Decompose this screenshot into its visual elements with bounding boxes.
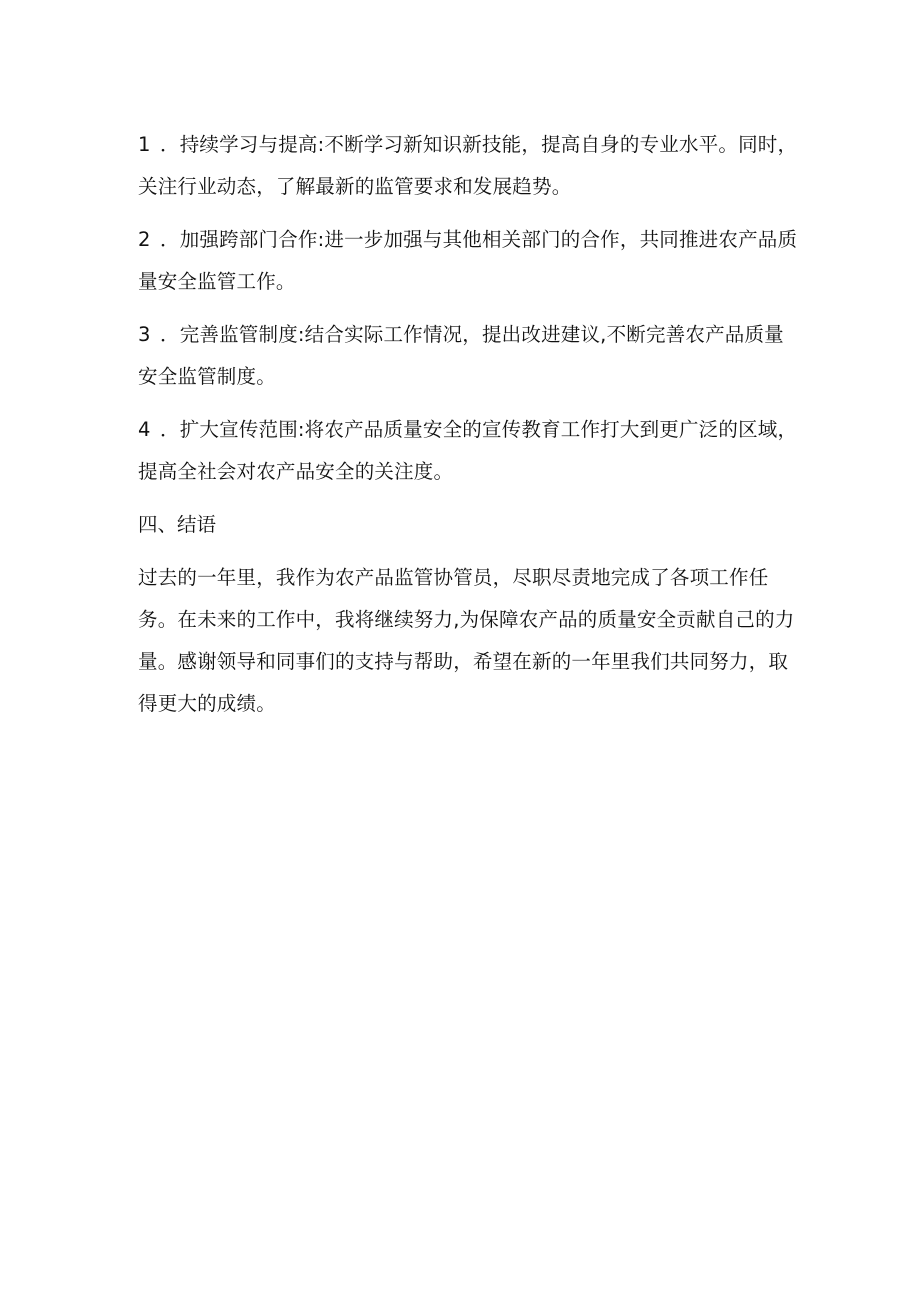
list-item-text: ．完善监管制度:结合实际工作情况，提出改进建议,不断完善农产品质量安全监管制度。: [138, 323, 784, 388]
list-item-number: 3: [138, 323, 151, 346]
list-item-text: ．扩大宣传范围:将农产品质量安全的宣传教育工作打大到更广泛的区域，提高全社会对农产品安全的关注度。: [138, 418, 798, 483]
conclusion-paragraph: 过去的一年里，我作为农产品监管协管员，尽职尽责地完成了各项工作任务。在未来的工作中，我将继续努力,为保障农产品的质量安全贡献自己的力量。感谢领导和同事们的支持与帮助，希望在新的一年里我们共同努力，取得更大的成绩。: [138, 566, 795, 715]
list-item-2: [138, 219, 798, 303]
list-item-3: [138, 314, 798, 398]
list-item-text: ．加强跨部门合作:进一步加强与其他相关部门的合作，共同推进农产品质量安全监管工作。: [138, 228, 798, 293]
list-item-text: ．持续学习与提高:不断学习新知识新技能，提高自身的专业水平。同时，关注行业动态，了解最新的监管要求和发展趋势。: [138, 133, 798, 198]
list-item-number: 4: [138, 418, 151, 441]
document-body: [138, 124, 798, 736]
list-item-4: [138, 409, 798, 493]
list-item-number: 2: [138, 228, 151, 251]
list-item-1: [138, 124, 798, 208]
list-item-number: 1: [138, 133, 151, 156]
section-heading: 四、结语: [138, 513, 217, 536]
